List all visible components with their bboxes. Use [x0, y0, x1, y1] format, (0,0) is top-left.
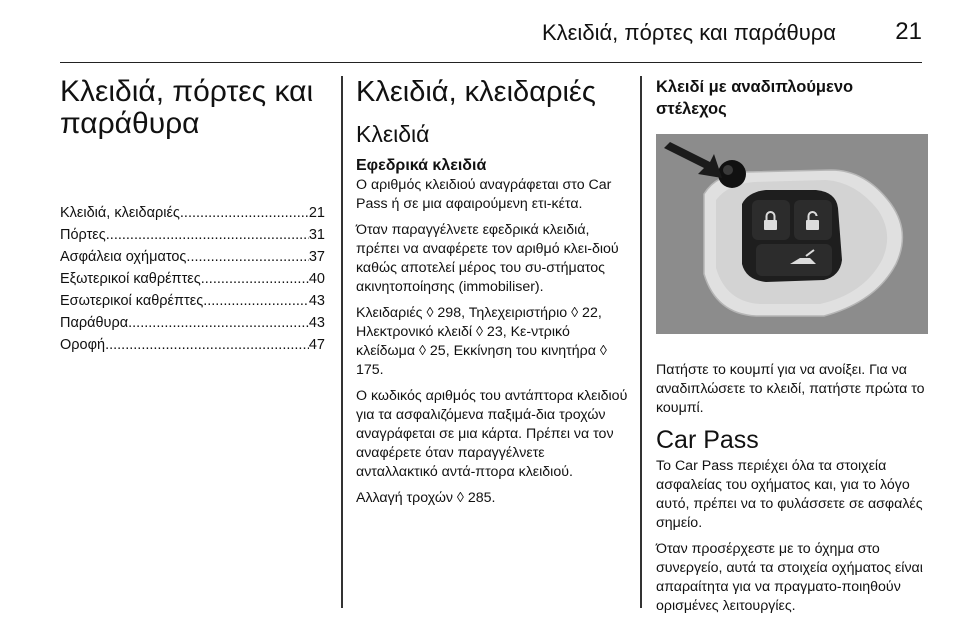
toc-item[interactable]	[60, 334, 325, 356]
paragraph: Ο κωδικός αριθμός του αντάπτορα κλειδιού για τα ασφαλιζόμενα παξιμά-δια τροχών αναγράφεται σε μια κάρτα. Πρέπει να τον αναφέρετε όταν παραγγέλνετε ανταλλακτικό αντά-πτορα κλειδιού.	[356, 388, 628, 480]
toc-item[interactable]	[60, 224, 325, 246]
toc-page: 40	[308, 271, 325, 287]
toc-item[interactable]	[60, 268, 325, 290]
toc-page: 43	[308, 293, 325, 309]
paragraph: Όταν προσέρχεστε με το όχημα στο συνεργείο, αυτά τα στοιχεία οχήματος είναι απαραίτητα για να πραγματο-ποιηθούν ορισμένες λειτουργίες.	[656, 541, 923, 614]
toc-item[interactable]	[60, 290, 325, 312]
page-number: 21	[895, 18, 922, 45]
toc-label: Κλειδιά, κλειδαριές	[60, 205, 180, 221]
toc-page: 21	[308, 205, 325, 221]
folding-key-column	[656, 76, 928, 623]
key-illustration	[656, 134, 928, 334]
toc-page: 37	[308, 249, 325, 265]
toc-label: Πόρτες	[60, 227, 106, 243]
chapter-column	[60, 76, 325, 356]
folding-key-heading-line2: στέλεχος	[656, 100, 727, 118]
spare-keys-heading: Εφεδρικά κλειδιά	[356, 157, 487, 174]
page-header	[60, 0, 922, 63]
chapter-title-line1: Κλειδιά, πόρτες και	[60, 75, 314, 108]
column-divider	[640, 76, 642, 608]
release-button-shape	[718, 160, 746, 188]
toc-item[interactable]	[60, 312, 325, 334]
toc-page: 47	[308, 337, 325, 353]
paragraph: Όταν παραγγέλνετε εφεδρικά κλειδιά, πρέπει να αναφέρετε τον αριθμό κλει-διού καθώς αποτελεί μέρος του συ-στήματος ακινητοποίησης (immobiliser).	[356, 222, 619, 295]
cross-reference-paragraph: Αλλαγή τροχών ◊ 285.	[356, 490, 496, 506]
toc-item[interactable]	[60, 202, 325, 224]
chapter-title	[60, 76, 325, 140]
toc-label: Εξωτερικοί καθρέπτες	[60, 271, 201, 287]
paragraph: Ο αριθμός κλειδιού αναγράφεται στο Car Pass ή σε μια αφαιρούμενη ετι-κέτα.	[356, 177, 612, 212]
toc-label: Οροφή	[60, 337, 106, 353]
toc-page: 31	[308, 227, 325, 243]
toc-label: Παράθυρα	[60, 315, 129, 331]
section-column	[356, 76, 628, 515]
paragraph: Το Car Pass περιέχει όλα τα στοιχεία ασφαλείας του οχήματος και, για το λόγο αυτό, πρέπει να το φυλάσσετε σε ασφαλές σημείο.	[656, 458, 923, 531]
toc-item[interactable]	[60, 246, 325, 268]
folding-key-heading	[656, 76, 928, 120]
column-divider	[341, 76, 343, 608]
chapter-title-line2: παράθυρα	[60, 107, 200, 140]
section-subtitle: Κλειδιά	[356, 121, 430, 147]
folding-key-heading-line1: Κλειδί με αναδιπλούμενο	[656, 78, 854, 96]
toc-page: 43	[308, 315, 325, 331]
toc-label: Εσωτερικοί καθρέπτες	[60, 293, 204, 309]
header-title: Κλειδιά, πόρτες και παράθυρα	[541, 20, 836, 45]
folding-key-figure	[656, 134, 928, 339]
folding-key-text: Πατήστε το κουμπί για να ανοίξει. Για να αναδιπλώσετε το κλειδί, πατήστε πρώτα το κουμπί.	[656, 362, 925, 416]
toc-label: Ασφάλεια οχήματος	[60, 249, 187, 265]
car-pass-title: Car Pass	[656, 426, 759, 454]
section-title: Κλειδιά, κλειδαριές	[356, 76, 596, 108]
table-of-contents	[60, 202, 325, 356]
cross-reference-paragraph: Κλειδαριές ◊ 298, Τηλεχειριστήριο ◊ 22, Ηλεκτρονικό κλειδί ◊ 23, Κε-ντρικό κλείδωμα ◊ 25, Εκκίνηση του κινητήρα ◊ 175.	[356, 305, 607, 378]
